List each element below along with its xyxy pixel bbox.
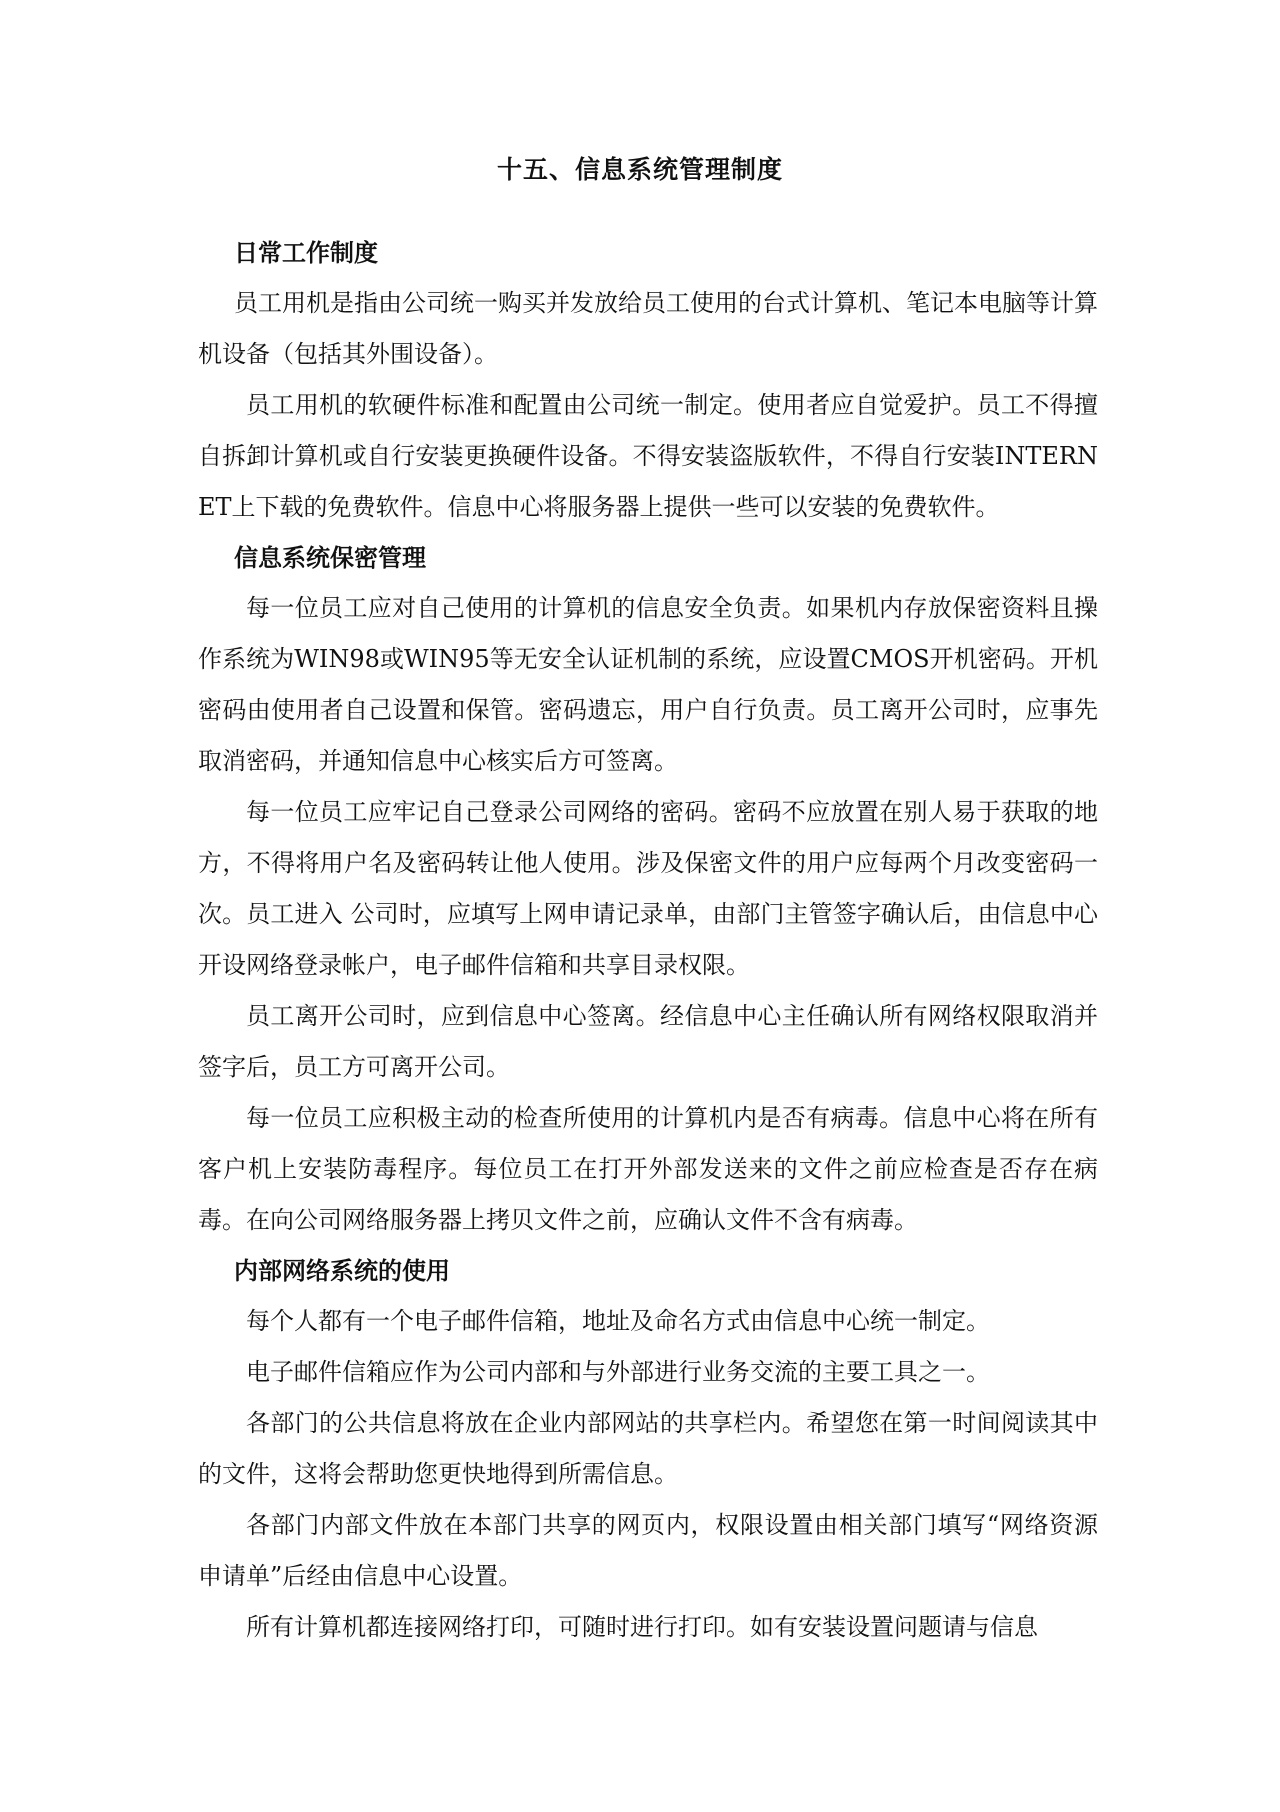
paragraph: 员工离开公司时，应到信息中心签离。经信息中心主任确认所有网络权限取消并签字后，员工方可离开公司。 xyxy=(198,1002,1098,1081)
paragraph: 每一位员工应积极主动的检查所使用的计算机内是否有病毒。信息中心将在所有客户机上安装防毒程序。每位员工在打开外部发送来的文件之前应检查是否存在病毒。在向公司网络服务器上拷贝文件之前，应确认文件不含有病毒。 xyxy=(198,1104,1098,1234)
section-heading-internal-network: 内部网络系统的使用 xyxy=(234,1257,450,1285)
paragraph: 每个人都有一个电子邮件信箱，地址及命名方式由信息中心统一制定。 xyxy=(246,1307,990,1335)
paragraph: 每一位员工应牢记自己登录公司网络的密码。密码不应放置在别人易于获取的地方，不得将用户名及密码转让他人使用。涉及保密文件的用户应每两个月改变密码一次。员工进入 公司时，应填写上网申请记录单，由部门主管签字确认后，由信息中心开设网络登录帐户，电子邮件信箱和共享目录权限。 xyxy=(198,798,1098,979)
section-heading-security: 信息系统保密管理 xyxy=(234,544,426,572)
paragraph: 所有计算机都连接网络打印，可随时进行打印。如有安装设置问题请与信息 xyxy=(246,1613,1038,1641)
paragraph: 各部门内部文件放在本部门共享的网页内，权限设置由相关部门填写“网络资源申请单”后经由信息中心设置。 xyxy=(198,1511,1098,1590)
paragraph: 每一位员工应对自己使用的计算机的信息安全负责。如果机内存放保密资料且操作系统为WIN98或WIN95等无安全认证机制的系统，应设置CMOS开机密码。开机密码由使用者自己设置和保管。密码遗忘，用户自行负责。员工离开公司时，应事先取消密码，并通知信息中心核实后方可签离。 xyxy=(198,594,1098,775)
document-title: 十五、信息系统管理制度 xyxy=(496,155,783,184)
document-body xyxy=(198,228,1098,1653)
section-heading-daily-work: 日常工作制度 xyxy=(234,239,378,267)
paragraph: 电子邮件信箱应作为公司内部和与外部进行业务交流的主要工具之一。 xyxy=(246,1358,990,1386)
paragraph: 员工用机是指由公司统一购买并发放给员工使用的台式计算机、笔记本电脑等计算机设备（包括其外围设备）。 xyxy=(198,289,1098,368)
paragraph: 员工用机的软硬件标准和配置由公司统一制定。使用者应自觉爱护。员工不得擅自拆卸计算机或自行安装更换硬件设备。不得安装盗版软件，不得自行安装INTERNET上下载的免费软件。信息中心将服务器上提供一些可以安装的免费软件。 xyxy=(198,391,1098,521)
paragraph: 各部门的公共信息将放在企业内部网站的共享栏内。希望您在第一时间阅读其中的文件，这将会帮助您更快地得到所需信息。 xyxy=(198,1409,1098,1488)
